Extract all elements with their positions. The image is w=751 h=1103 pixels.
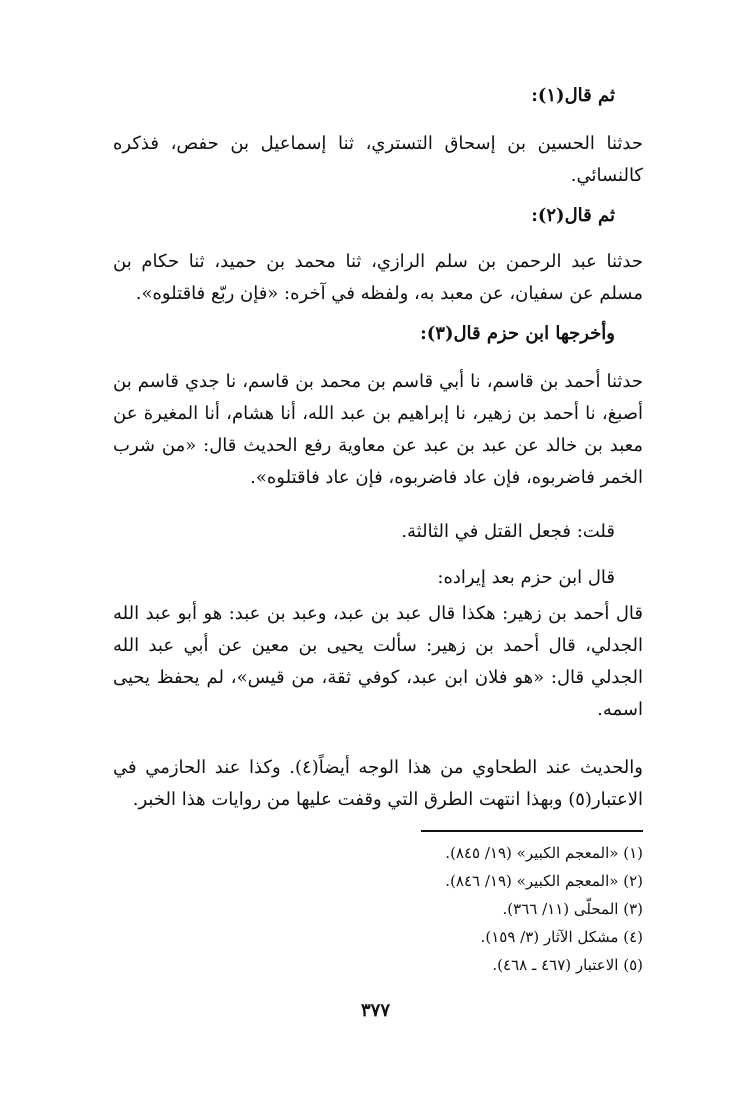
paragraph-1: حدثنا الحسين بن إسحاق التستري، ثنا إسماعيل بن حفص، فذكره كالنسائي. xyxy=(113,133,643,186)
paragraph-5: قال ابن حزم بعد إيراده: xyxy=(437,567,615,588)
heading-then-said-1: ثم قال(١): xyxy=(531,85,615,106)
footnote-divider xyxy=(421,830,643,832)
paragraph-4: قلت: فجعل القتل في الثالثة. xyxy=(401,521,615,542)
paragraph-6: قال أحمد بن زهير: هكذا قال عبد بن عبد، وعبد بن عبد: هو أبو عبد الله الجدلي، قال أحمد بن زهير: سألت يحيى بن معين عن أبي عبد الله الجدلي قال: «هو فلان ابن عبد، كوفي ثقة، من قيس»، لم يحفظ يحيى اسمه. xyxy=(113,603,643,720)
paragraph-3: حدثنا أحمد بن قاسم، نا أبي قاسم بن محمد بن قاسم، نا جدي قاسم بن أصبغ، نا أحمد بن زهير، نا إبراهيم بن عبد الله، أنا هشام، أنا المغيرة عن معبد بن خالد عن عبد بن عبد عن معاوية رفع الحديث قال: «من شرب الخمر فاضربوه، فإن عاد فاضربوه، فإن عاد فاقتلوه». xyxy=(113,371,643,488)
page-number: ٣٧٧ xyxy=(360,1000,390,1021)
paragraph-2: حدثنا عبد الرحمن بن سلم الرازي، ثنا محمد بن حميد، ثنا حكام بن مسلم عن سفيان، عن معبد به، ولفظه في آخره: «فإن ربّع فاقتلوه». xyxy=(113,251,643,304)
footnote-2: (٢) «المعجم الكبير» (١٩/ ٨٤٦). xyxy=(445,872,643,890)
heading-then-said-2: ثم قال(٢): xyxy=(531,205,615,226)
footnote-5: (٥) الاعتبار (٤٦٧ ـ ٤٦٨). xyxy=(492,956,643,974)
footnote-1: (١) «المعجم الكبير» (١٩/ ٨٤٥). xyxy=(445,844,643,862)
heading-ibn-hazm: وأخرجها ابن حزم قال(٣): xyxy=(420,323,615,344)
paragraph-7: والحديث عند الطحاوي من هذا الوجه أيضاً(٤). وكذا عند الحازمي في الاعتبار(٥) وبهذا انتهت الطرق التي وقفت عليها من روايات هذا الخبر. xyxy=(113,757,643,810)
footnote-3: (٣) المحلّى (١١/ ٣٦٦). xyxy=(502,900,643,918)
footnote-4: (٤) مشكل الآثار (٣/ ١٥٩). xyxy=(480,928,643,946)
